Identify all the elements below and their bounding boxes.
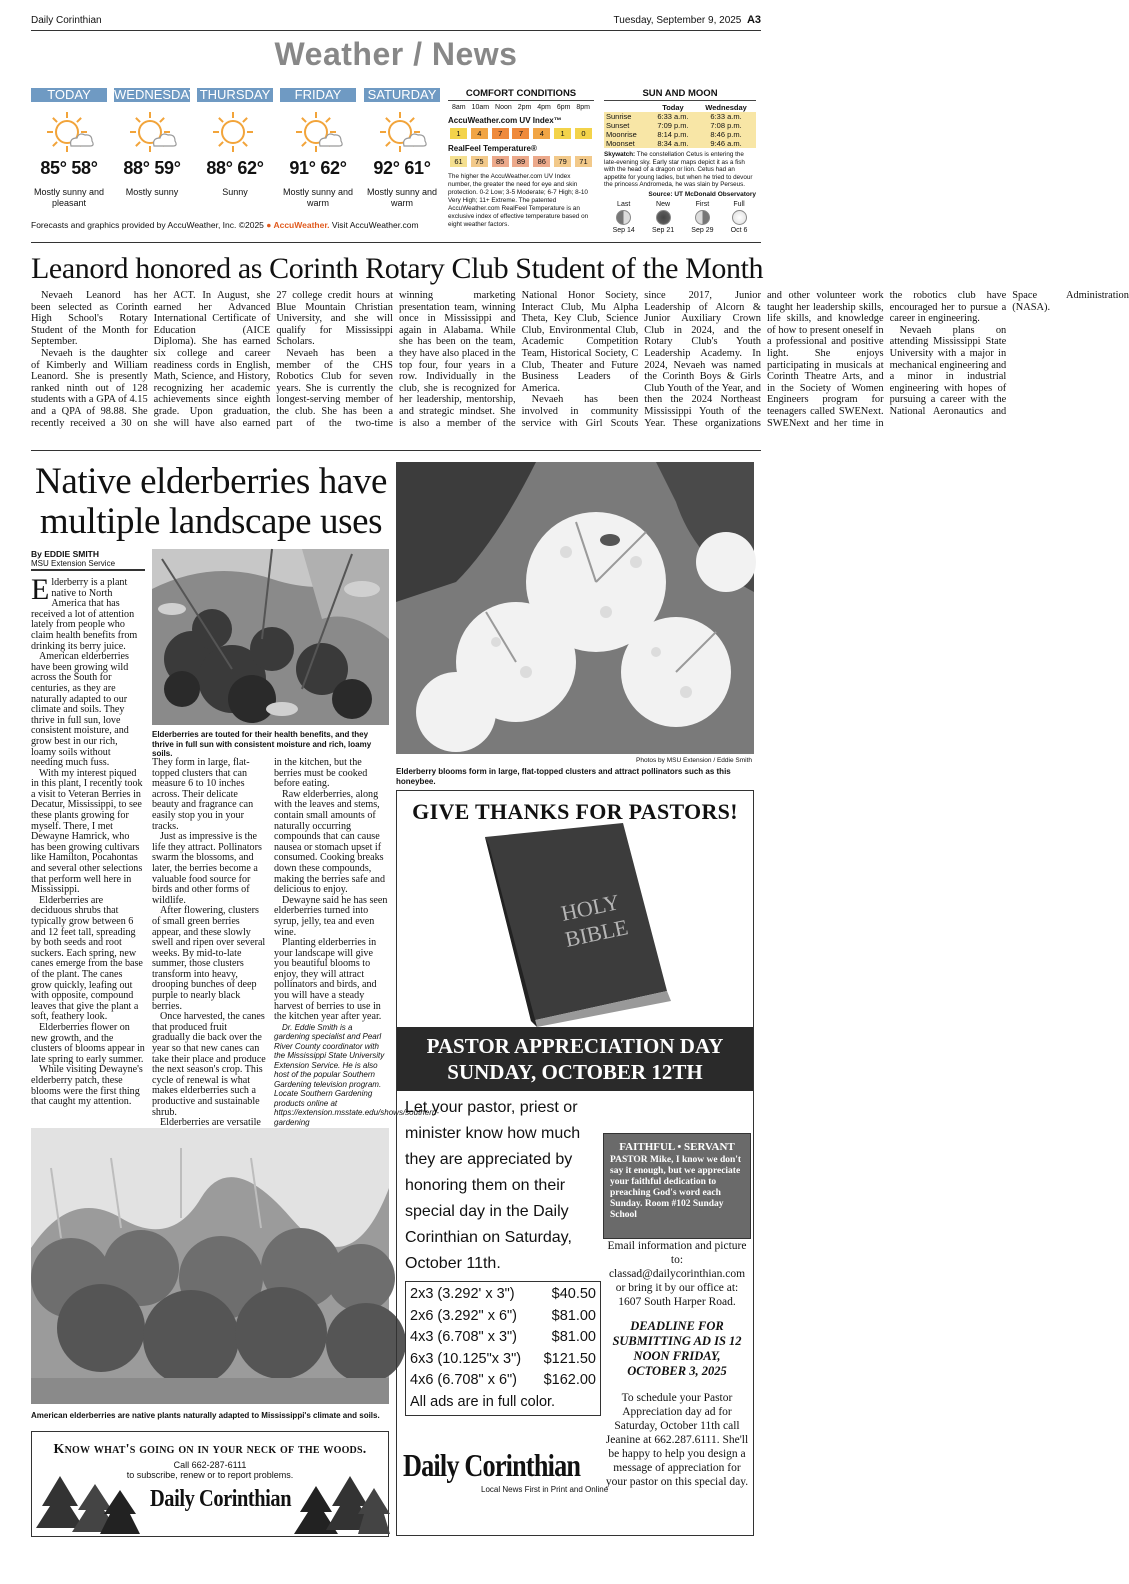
sunmoon-time: 9:46 a.m.	[696, 139, 756, 148]
bible-icon	[445, 823, 705, 1027]
price-row	[410, 1284, 596, 1306]
ad-headline: GIVE THANKS FOR PASTORS!	[412, 799, 738, 824]
story-paragraph: Elderberries are versatile	[160, 1117, 261, 1129]
story-paragraph: Nevaeh has been involved in community service with Girl Scouts since 2017, Junior Leadership of Alcorn & Junior Auxiliary Crown Club in 2024, and the Rotary Club's Youth Leadership Academy. In 2024, Nevaeh was named the Corinth Boys & Girls Club Youth of the Year, and then the 2024 Northeast Mississippi Youth of the Year. These organizations and other volunteer work taught her leadership skills, life skills, and knowledge of how to present oneself in a professional and positive light. She enjoys participating in musicals at Corinth Theatre Arts, and in the Society of Women Engineers program for teenagers called SWENext. SWENext and her time in the robotics club have encouraged her to pursue a career in engineering.	[521, 290, 1007, 429]
ad-size: 6x3 (10.125"x 3")	[410, 1350, 522, 1367]
story-paragraph: With my interest piqued in this plant, I recently took a visit to Veteran Berries in Decatur, Mississippi, to see these plants growing for myself. There, I met Dewayne Hamrick, who has been growing cultivars like Hamilton, Pocahontas and several other selections that perform well here in Mississippi.	[31, 767, 143, 896]
price-row	[410, 1349, 596, 1371]
moon-icon	[732, 210, 747, 225]
pastor-appreciation-ad	[396, 790, 754, 1536]
forecast-day	[114, 87, 197, 198]
headline-line-2: multiple landscape uses	[39, 501, 383, 542]
ad-price: $40.50	[551, 1286, 596, 1302]
ad-price: $162.00	[543, 1372, 596, 1388]
forecast-condition: Mostly sunny	[125, 187, 179, 197]
ad-price: $81.00	[551, 1307, 596, 1324]
ad-email: Email information and picture to: classad@dailycorinthian.com or bring it by our office at: 1607 South Harper Road.	[607, 1240, 747, 1308]
forecast-day-name: SATURDAY	[364, 88, 440, 102]
forecast-temps	[31, 158, 107, 179]
story-paragraph: Nevaeh has been a member of the CHS Robotics Club for seven years. She is currently the longest-serving member of the club. She has been a part of the two-time winning marketing presentation team, winning once in Mississippi and again in Alabama. While she has been on the team, they have also placed in the top four, four years in a row. Individually in the club, she is recognized for her leadership, mentorship, and strategic mindset. She is also a member of the National Honor Society, Interact Club, Mu Alpha Theta, Key Club, Science Club, Environmental Club, Academic Competition Team, Historical Society, C Club, Theater and Future Business Leaders of America.	[276, 290, 639, 429]
credit-text: Forecasts and graphics provided by AccuWeather, Inc. ©2025	[31, 220, 264, 230]
ad-size: 4x3 (6.708" x 3")	[410, 1329, 518, 1345]
page-date	[614, 14, 761, 26]
sunmoon-label: Sunrise	[604, 112, 650, 121]
ad-size: 4x6 (6.708" x 6")	[410, 1372, 518, 1388]
story-paragraph: American elderberries have been growing wild across the South for centuries, as they are naturally adapted to our climate and soils. They thrive in full sun, love consistent moisture, and grow best in our rich, loamy soils without needing much fuss.	[31, 651, 129, 769]
story-paragraph: Planting elderberries in your landscape will give you beautiful blooms to enjoy, they will attract pollinators and birds, and you will have a steady harvest of berries to use in the kitchen year after year.	[274, 937, 382, 1023]
page-number: A3	[746, 14, 761, 26]
realfeel-row	[448, 156, 594, 167]
sunmoon-header-row	[604, 103, 756, 112]
shrubs-caption: American elderberries are native plants naturally adapted to Mississippi's climate and soils.	[31, 1411, 380, 1420]
story-paragraph: After flowering, clusters of small green berries appear, and these slowly swell and ripen over several weeks. By mid-to-late summer, those clusters transform into heavy, drooping bunches of deep purple to nearly black berries.	[152, 905, 266, 1012]
bible-title-2: BIBLE	[562, 914, 631, 952]
story-rule	[31, 450, 761, 451]
byline-affiliation: MSU Extension Service	[31, 559, 116, 568]
blooms-illustration	[396, 462, 754, 754]
sunmoon-source	[604, 191, 756, 198]
byline-rule	[31, 569, 145, 571]
phase-date: Sep 14	[612, 226, 635, 234]
sunmoon-row	[604, 130, 756, 139]
sunmoon-time: 6:33 a.m.	[650, 112, 696, 121]
high-temp: 92°	[373, 158, 400, 178]
high-temp: 88°	[123, 158, 150, 178]
forecast-condition: Sunny	[222, 187, 248, 197]
story-paragraph: Once harvested, the canes that produced fruit gradually die back over the year so that new canes can take their place and produce the next season's crop. This cycle of renewal is what makes elderberries such a productive and sustainable shrub.	[152, 1011, 266, 1118]
low-temp: 62°	[320, 158, 347, 178]
ad-deadline: DEADLINE FOR SUBMITTING AD IS 12 NOON FRIDAY, OCTOBER 3, 2025	[612, 1319, 742, 1378]
promo-phone[interactable]: Call 662-287-6111	[173, 1460, 247, 1470]
brand: AccuWeather.	[273, 220, 330, 230]
realfeel-value: 79	[554, 156, 571, 167]
sun-and-moon	[604, 88, 756, 234]
high-temp: 88°	[206, 158, 233, 178]
hour-label: 4pm	[537, 104, 551, 111]
low-temp: 62°	[237, 158, 264, 178]
promo-logo: Daily Corinthian	[150, 1486, 292, 1512]
band-line-2: SUNDAY, OCTOBER 12TH	[447, 1060, 703, 1084]
forecast-condition: Mostly sunny and warm	[366, 187, 438, 208]
partly-cloudy-icon	[294, 108, 344, 158]
forecast-condition: Mostly sunny and warm	[282, 187, 354, 208]
realfeel-value: 61	[450, 156, 467, 167]
story-paragraph: Raw elderberries, along with the leaves and stems, contain small amounts of naturally occurring compounds that can cause nausea or stomach upset if consumed. Cooking breaks down these compounds, making the berries safe and delicious to enjoy.	[274, 788, 385, 896]
byline: By EDDIE SMITH	[31, 549, 100, 559]
hour-label: Noon	[495, 104, 512, 111]
ad-band	[397, 1027, 753, 1091]
price-row	[410, 1327, 596, 1349]
comfort-note: The higher the AccuWeather.com UV Index number, the greater the need for eye and skin protection. 0-2 Low; 3-5 Moderate; 6-7 High; 8-10 Very High; 11+ Extreme. The patented AccuWeather.com RealFeel Temperature is an exclusive index of effective temperature based on eight weather factors.	[448, 173, 589, 228]
shrubs-illustration	[31, 1128, 389, 1404]
story-paragraph: Nevaeh plans on attending Mississippi State University with a major in mechanical engineering and a minor in industrial engineering with hopes of pursuing a career with the National Aeronautics and Space Administration (NASA).	[889, 290, 1129, 417]
forecast-day	[364, 88, 440, 209]
forecast-temps	[197, 158, 273, 179]
berries-caption: Elderberries are touted for their health benefits, and they thrive in full sun with consistent moisture and rich, loamy soils.	[152, 730, 372, 758]
date: Tuesday, September 9, 2025	[613, 15, 742, 26]
story-paragraph: Nevaeh is the daughter of Kimberly and William Leanord. She is presently ranked ninth out of 128 students with a GPA of 4.15 and a QPA of 98.88. She recently received a 30 on her ACT. In August, she earned her Advanced International Certificate of Education (AICE Diploma). She has earned six college and career readiness cords in English, Math, Science, and History, recognizing her academic achievements since eighth grade. Upon graduation, she will have also earned 27 college credit hours at Blue Mountain Christian University, and she will qualify for Mississippi Scholars.	[31, 290, 393, 429]
sunmoon-time: 8:14 p.m.	[650, 130, 696, 139]
sunmoon-time: 8:46 p.m.	[696, 130, 756, 139]
comfort-hours	[448, 104, 594, 111]
price-row	[410, 1306, 596, 1328]
moon-phase	[613, 201, 635, 234]
section-rule	[31, 242, 761, 243]
forecast-day-name: TODAY	[31, 88, 107, 102]
uv-value: 7	[492, 128, 509, 139]
phase-name: First	[695, 200, 710, 208]
section-title: Weather / News	[274, 36, 518, 72]
ad-price: $121.50	[543, 1350, 596, 1367]
hour-label: 2pm	[517, 104, 532, 111]
price-row	[410, 1370, 596, 1392]
uv-value: 1	[554, 128, 571, 139]
low-temp: 59°	[154, 158, 181, 178]
sunmoon-title: SUN AND MOON	[604, 88, 756, 101]
forecast-day	[280, 88, 356, 209]
sunmoon-row	[604, 121, 756, 130]
sunmoon-row	[604, 112, 756, 121]
uv-value: 4	[533, 128, 550, 139]
moon-icon	[616, 210, 631, 225]
forecast-temps	[280, 158, 356, 179]
ad-schedule: To schedule your Pastor Appreciation day ad for Saturday, October 11th call Jeanine at 662.287.6111. She'll be happy to help you design a message of appreciation for your pastor on this special day.	[605, 1392, 749, 1488]
elderberry-col-2	[152, 757, 266, 1129]
elderberry-headline	[33, 462, 389, 542]
ad-contact	[603, 1239, 751, 1489]
partly-cloudy-icon	[378, 108, 428, 158]
phase-name: New	[656, 200, 671, 208]
realfeel-value: 89	[512, 156, 529, 167]
forecast-day-name: WEDNESDAY	[114, 87, 197, 102]
forecast-day	[197, 88, 273, 198]
forecast-temps	[364, 158, 440, 179]
forecast-day-name: FRIDAY	[280, 88, 356, 102]
hour-label: 10am	[471, 104, 490, 111]
sunmoon-time: 7:08 p.m.	[696, 121, 756, 130]
ad-size: 2x6 (3.292" x 6")	[410, 1307, 518, 1324]
comfort-title: COMFORT CONDITIONS	[448, 88, 594, 101]
daily-corinthian-logo: Daily Corinthian	[403, 1447, 581, 1483]
story-paragraph: Elderberries are deciduous shrubs that typically grow between 6 and 12 feet tall, spreading by both seeds and root suckers. Each spring, new canes emerge from the base of the plant. The canes grow quickly, leafing out with opposite, compound leaves that give the plant a soft, feathery look.	[31, 894, 143, 1023]
sun-icon	[211, 108, 261, 158]
uv-value: 0	[575, 128, 592, 139]
sunmoon-label: Moonset	[604, 139, 650, 148]
high-temp: 91°	[289, 158, 316, 178]
story-paragraph: Nevaeh Leanord has been selected as Corinth High School's Rotary Student of the Month for September.	[31, 290, 148, 348]
skywatch-label: Skywatch:	[604, 151, 636, 158]
forecast-day	[31, 88, 107, 209]
partly-cloudy-icon	[128, 108, 178, 158]
moon-icon	[695, 210, 710, 225]
berries-illustration	[152, 549, 389, 725]
rotary-headline: Leanord honored as Corinth Rotary Club Student of the Month	[31, 252, 764, 285]
sample-ad-head: FAITHFUL • SERVANT	[619, 1141, 735, 1153]
paper-name: Daily Corinthian	[31, 15, 102, 26]
promo-headline: Know what's going on in your neck of the woods.	[53, 1442, 367, 1457]
phase-name: Last	[617, 200, 631, 208]
sunmoon-label: Moonrise	[604, 130, 650, 139]
sunmoon-col-header: Today	[662, 103, 684, 112]
elderberry-berries-photo	[152, 549, 389, 725]
uv-value: 1	[450, 128, 467, 139]
weather-credit	[31, 220, 419, 230]
story-paragraph: in the kitchen, but the berries must be cooked before eating.	[274, 757, 368, 790]
sample-ad-body: PASTOR Mike, I know we don't say it enough, but we appreciate your faithful dedication to preaching God's word each Sunday. Room #102 Sunday School	[610, 1155, 742, 1220]
skywatch-text: The constellation Cetus is entering the late-evening sky. Early star maps depict it as a fish with the head of a dragon or lion. Cetus had an appetite for young ladies, but when he tried to devour the princess Andromeda, he was slain by Perseus.	[604, 151, 753, 188]
story-paragraph: While visiting Dewayne's elderberry patch, these blooms were the first thing that caught my attention.	[31, 1064, 143, 1108]
moon-phase	[731, 201, 748, 234]
elderberry-blooms-photo	[396, 462, 754, 754]
moon-icon	[656, 210, 671, 225]
source-text: Source: UT McDonald Observatory	[648, 190, 756, 198]
pine-trees-right-icon	[294, 1476, 390, 1536]
blank-cell	[604, 103, 650, 112]
sunmoon-col-header: Wednesday	[705, 103, 747, 112]
accuweather-logo: ● AccuWeather.	[266, 220, 330, 230]
header-rule	[31, 30, 761, 31]
paragraph-text: lderberry is a plant native to North America that has received a lot of attention lately from people who claim health benefits from drinking its berry juice.	[31, 577, 138, 652]
phase-date: Sep 21	[651, 226, 675, 234]
visit-link[interactable]: Visit AccuWeather.com	[331, 220, 419, 230]
moon-phases	[604, 201, 756, 234]
moon-phase	[691, 201, 713, 234]
hour-label: 8am	[452, 104, 466, 111]
skywatch	[604, 151, 756, 189]
full-color-note: All ads are in full color.	[410, 1393, 556, 1410]
story-paragraph: Elderberries flower on new growth, and the clusters of blooms appear in late spring to early summer.	[31, 1021, 145, 1065]
honeybee-icon	[600, 534, 620, 546]
elderberry-col-1	[31, 573, 145, 1122]
sunmoon-table	[604, 103, 756, 148]
realfeel-value: 85	[492, 156, 509, 167]
forecast-day-name: THURSDAY	[197, 88, 273, 102]
sunmoon-time: 7:09 p.m.	[650, 121, 696, 130]
sunmoon-time: 6:33 a.m.	[696, 112, 756, 121]
elderberry-shrubs-photo	[31, 1128, 389, 1404]
drop-cap: E	[31, 573, 50, 606]
sunmoon-label: Sunset	[604, 121, 650, 130]
story-paragraph: Dewayne said he has seen elderberries turned into syrup, jelly, tea and even wine.	[274, 894, 388, 938]
author-bio: Dr. Eddie Smith is a gardening specialist and Pearl River County coordinator with the Mississippi State University Extension Service. He is also host of the popular Southern Gardening television program. Locate Southern Gardening products online at https://extension.msstate.edu/shows/southern-gardening	[274, 1022, 439, 1127]
uv-row	[448, 128, 594, 139]
story-paragraph: Just as impressive is the life they attract. Pollinators swarm the blossoms, and later, the berries become a valuable food source for birds and other forms of wildlife.	[152, 831, 262, 906]
moon-phase	[652, 201, 674, 234]
band-line-1: PASTOR APPRECIATION DAY	[426, 1034, 724, 1058]
rotary-story-body	[31, 290, 1129, 440]
uv-label: AccuWeather.com UV Index™	[448, 116, 562, 125]
ad-size: 2x3 (3.292' x 3")	[410, 1286, 515, 1302]
high-temp: 85°	[40, 158, 67, 178]
story-paragraph	[31, 573, 145, 652]
comfort-conditions	[448, 88, 594, 229]
forecast-temps	[114, 158, 190, 179]
realfeel-value: 71	[575, 156, 592, 167]
hour-label: 6pm	[556, 104, 571, 111]
promo-sub: to subscribe, renew or to report problems.	[126, 1470, 294, 1480]
logo-tagline: Local News First in Print and Online	[481, 1485, 609, 1494]
story-paragraph: They form in large, flat-topped clusters that can measure 6 to 10 inches across. Their delicate beauty and fragrance can easily stop you in your tracks.	[152, 757, 254, 832]
sunmoon-row	[604, 139, 756, 148]
headline-line-1: Native elderberries have	[35, 461, 387, 502]
forecast-condition: Mostly sunny and pleasant	[33, 187, 105, 208]
realfeel-value: 75	[471, 156, 488, 167]
phase-date: Oct 6	[730, 226, 748, 234]
subscribe-promo	[31, 1431, 389, 1537]
hour-label: 8pm	[576, 104, 590, 111]
sunmoon-time: 8:34 a.m.	[650, 139, 696, 148]
partly-cloudy-icon	[45, 108, 95, 158]
elderberry-col-3	[274, 757, 439, 1127]
ad-price: $81.00	[551, 1329, 596, 1345]
blooms-caption: Elderberry blooms form in large, flat-topped clusters and attract pollinators such as this honeybee.	[396, 767, 731, 786]
phase-date: Sep 29	[691, 226, 714, 234]
pine-trees-icon	[40, 1476, 140, 1536]
low-temp: 58°	[71, 158, 98, 178]
sample-ad	[603, 1133, 751, 1239]
phase-name: Full	[733, 200, 745, 208]
realfeel-label: RealFeel Temperature®	[448, 144, 537, 153]
photo-credit: Photos by MSU Extension / Eddie Smith	[636, 757, 752, 764]
uv-value: 7	[512, 128, 529, 139]
realfeel-value: 86	[533, 156, 550, 167]
price-list	[405, 1281, 601, 1416]
bible-title-1: HOLY	[558, 889, 622, 926]
low-temp: 61°	[404, 158, 431, 178]
uv-value: 4	[471, 128, 488, 139]
ad-body: Let your pastor, priest or minister know how much they are appreciated by honoring them on their special day in the Daily Corinthian on Saturday, October 11th.	[405, 1099, 581, 1272]
